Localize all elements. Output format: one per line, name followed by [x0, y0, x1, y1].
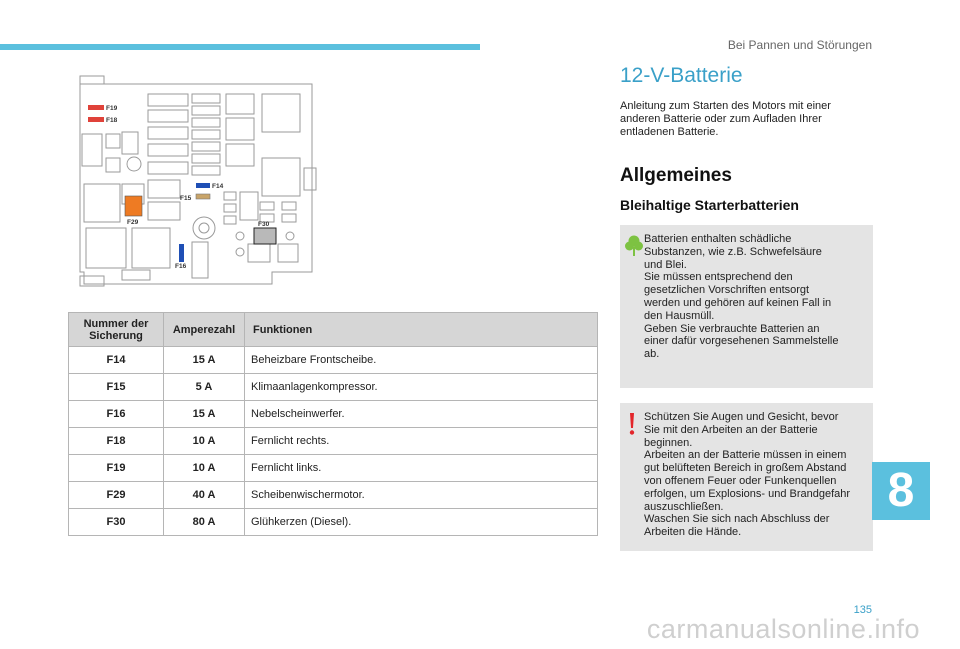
label-f30: F30 — [258, 221, 270, 228]
fuse-f18-marker — [88, 117, 104, 122]
lead-battery-heading: Bleihaltige Starterbatterien — [620, 197, 799, 213]
label-f29: F29 — [127, 219, 139, 226]
fuse-function: Nebelscheinwerfer. — [245, 401, 598, 428]
fuse-amperage: 10 A — [164, 455, 245, 482]
fuse-f30-marker — [254, 228, 276, 244]
environment-note-box — [620, 225, 873, 388]
battery-intro: Anleitung zum Starten des Motors mit einer anderen Batterie oder zum Aufladen Ihrer entladenen Batterie. — [620, 100, 831, 138]
fuse-function: Glühkerzen (Diesel). — [245, 509, 598, 536]
table-header-row — [69, 313, 598, 347]
fuse-table — [68, 312, 598, 536]
table-row — [69, 374, 598, 401]
fuse-number: F30 — [69, 509, 164, 536]
fuse-amperage: 15 A — [164, 401, 245, 428]
table-row — [69, 509, 598, 536]
label-f18: F18 — [106, 117, 118, 124]
fuse-box-diagram — [72, 72, 332, 292]
fuse-number: F19 — [69, 455, 164, 482]
fuse-amperage: 80 A — [164, 509, 245, 536]
table-row — [69, 347, 598, 374]
section-title: Bei Pannen und Störungen — [727, 38, 872, 52]
fuse-f19-marker — [88, 105, 104, 110]
fuse-f15-marker — [196, 194, 210, 199]
fuse-number: F15 — [69, 374, 164, 401]
fuse-number: F14 — [69, 347, 164, 374]
fuse-function: Beheizbare Frontscheibe. — [245, 347, 598, 374]
fuse-f29-marker — [125, 196, 142, 216]
table-row — [69, 401, 598, 428]
label-f19: F19 — [106, 105, 118, 112]
fuse-amperage: 40 A — [164, 482, 245, 509]
environment-note-text: Batterien enthalten schädliche Substanzen, wie z.B. Schwefelsäure und Blei. Sie müssen entsprechend den gesetzlichen Vorschriften entsorgt werden und gehören auf keinen Fall in den Hausmüll. Geben Sie verbrauchte Batterien an einer dafür vorgesehenen Sammelstelle ab. — [644, 233, 839, 361]
table-row — [69, 455, 598, 482]
header-fuse-number: Nummer der Sicherung — [69, 313, 164, 347]
fuse-number: F16 — [69, 401, 164, 428]
chapter-tab: 8 — [872, 462, 930, 520]
fuse-f16-marker — [179, 244, 184, 262]
header-amperage: Amperezahl — [164, 313, 245, 347]
label-f14: F14 — [212, 183, 224, 190]
header-functions: Funktionen — [245, 313, 598, 347]
table-row — [69, 482, 598, 509]
fuse-number: F29 — [69, 482, 164, 509]
fuse-number: F18 — [69, 428, 164, 455]
warning-note-box — [620, 403, 873, 551]
watermark: carmanualsonline.info — [646, 614, 920, 644]
fuse-amperage: 10 A — [164, 428, 245, 455]
top-accent-bar — [0, 44, 480, 50]
fuse-amperage: 5 A — [164, 374, 245, 401]
fuse-function: Klimaanlagenkompressor. — [245, 374, 598, 401]
battery-title: 12-V-Batterie — [620, 64, 743, 87]
label-f15: F15 — [180, 195, 192, 202]
fuse-function: Fernlicht rechts. — [245, 428, 598, 455]
warning-note-text: Schützen Sie Augen und Gesicht, bevor Sie mit den Arbeiten an der Batterie beginnen. Arbeiten an der Batterie müssen in einem gut belüfteten Bereich in großem Abstand von offenem Feuer oder Funkenquellen erfolgen, um Explosions- und Brandgefahr auszuschließen. Waschen Sie sich nach Abschluss der Arbeiten die Hände. — [644, 411, 851, 539]
label-f16: F16 — [175, 263, 187, 270]
fuse-function: Fernlicht links. — [245, 455, 598, 482]
fuse-f14-marker — [196, 183, 210, 188]
exclamation-icon — [625, 412, 639, 436]
fuse-amperage: 15 A — [164, 347, 245, 374]
page-number: 135 — [853, 604, 872, 616]
tree-icon — [625, 234, 643, 258]
table-row — [69, 428, 598, 455]
general-heading: Allgemeines — [620, 165, 732, 186]
fuse-function: Scheibenwischermotor. — [245, 482, 598, 509]
